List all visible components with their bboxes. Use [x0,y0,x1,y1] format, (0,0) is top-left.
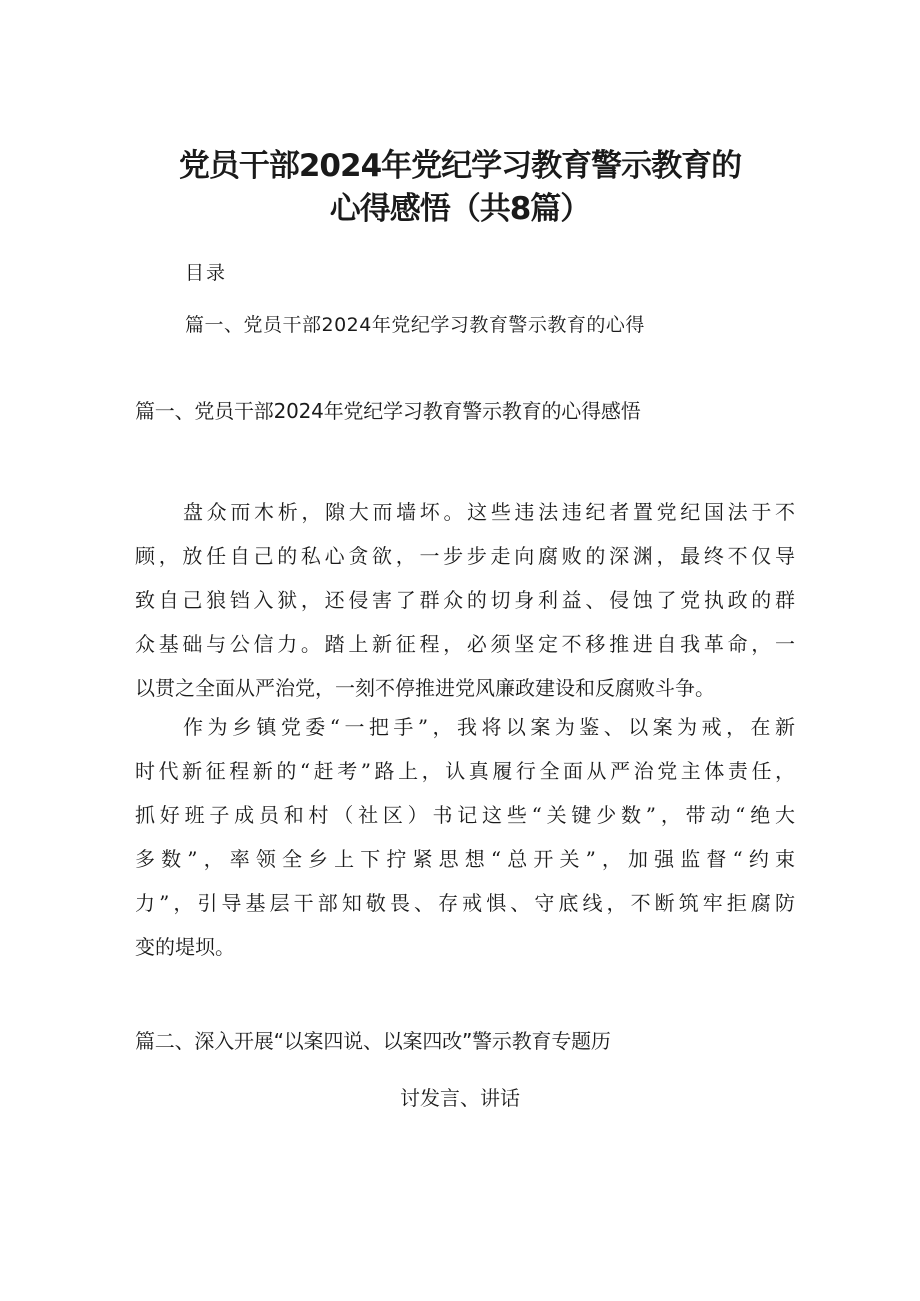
section-1-paragraph-1 [135,490,795,710]
paragraph-line: 变的堤坝。 [135,935,235,959]
section-2-heading-continued: 讨发言、讲话 [400,1086,520,1110]
paragraph-line: 盘众而木析，隙大而墙坏。这些违法违纪者置党纪国法于不 [183,500,795,524]
paragraph-line: 力”，引导基层干部知敬畏、存戒惧、守底线，不断筑牢拒腐防 [135,891,795,915]
paragraph-line: 时代新征程新的“赶考”路上，认真履行全面从严治党主体责任， [135,759,795,783]
paragraph-line: 多数”，率领全乡上下拧紧思想“总开关”，加强监督“约束 [135,847,795,871]
toc-item-1[interactable]: 篇一、党员干部2024年党纪学习教育警示教育的心得 [185,314,645,336]
section-2-heading: 篇二、深入开展“以案四说、以案四改”警示教育专题历 [135,1029,611,1053]
paragraph-line: 众基础与公信力。踏上新征程，必须坚定不移推进自我革命，一 [135,632,795,656]
paragraph-line: 顾，放任自己的私心贪欲，一步步走向腐败的深渊，最终不仅导 [135,544,795,568]
paragraph-line: 致自己狼铛入狱，还侵害了群众的切身利益、侵蚀了党执政的群 [135,588,795,612]
section-1-heading: 篇一、党员干部2024年党纪学习教育警示教育的心得感悟 [135,399,641,423]
document-title-line-2: 心得感悟（共8篇） [329,191,591,227]
paragraph-line: 作为乡镇党委“一把手”，我将以案为鉴、以案为戒，在新 [183,715,795,739]
document-title-line-1: 党员干部2024年党纪学习教育警示教育的 [178,148,742,184]
paragraph-line: 以贯之全面从严治党，一刻不停推进党风廉政建设和反腐败斗争。 [135,676,715,700]
section-1-paragraph-2 [135,705,795,969]
paragraph-line: 抓好班子成员和村（社区）书记这些“关键少数”，带动“绝大 [135,803,795,827]
toc-label: 目录 [185,262,228,284]
